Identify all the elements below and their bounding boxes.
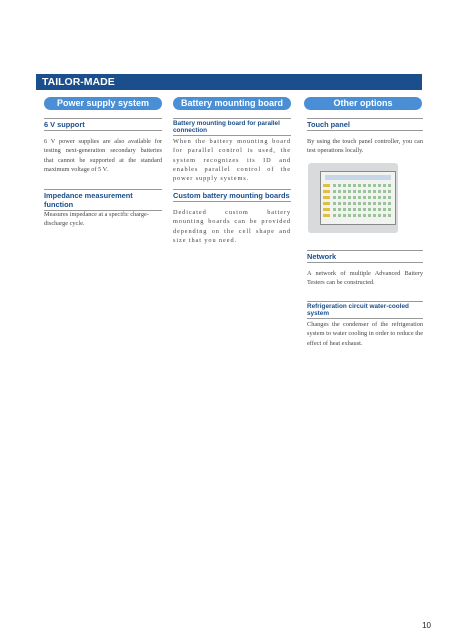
touch-panel-photo [308,163,398,233]
section-title-network: Network [307,250,423,263]
section-text-6v-support: 6 V power supplies are also available for testing next-generation secondary batteries that cannot be supported at the standard maximum voltage of 5 V. [44,138,162,173]
column-header-battery-board: Battery mounting board [173,97,291,110]
touch-panel-screen [320,171,396,225]
section-title-touch-panel: Touch panel [307,118,423,131]
section-title-parallel-board: Battery mounting board for parallel connection [173,118,291,136]
section-text-touch-panel: By using the touch panel controller, you can test operations locally. [307,138,423,155]
section-text-impedance: Measures impedance at a specific charge-discharge cycle. [44,211,149,228]
column-header-other-options: Other options [304,97,422,110]
page-number: 10 [422,621,431,630]
section-banner: TAILOR-MADE [36,74,422,90]
section-text-parallel-board: When the battery mounting board for parallel control is used, the system recognizes its ID and enables parallel control of the power supply systems. [173,138,291,183]
section-title-custom-board: Custom battery mounting boards [173,191,290,200]
column-header-power-supply: Power supply system [44,97,162,110]
section-title-refrigeration: Refrigeration circuit water-cooled system [307,301,423,319]
section-text-network: A network of multiple Advanced Battery Testers can be constructed. [307,270,423,287]
section-text-refrigeration: Changes the condenser of the refrigeration system to water cooling in order to reduce the effect of heat exhaust. [307,321,423,347]
section-title-6v-support: 6 V support [44,118,162,131]
section-title-impedance: Impedance measurement function [44,189,162,211]
section-text-custom-board: Dedicated custom battery mounting boards can be provided depending on the cell shape and size that you need. [173,209,291,244]
